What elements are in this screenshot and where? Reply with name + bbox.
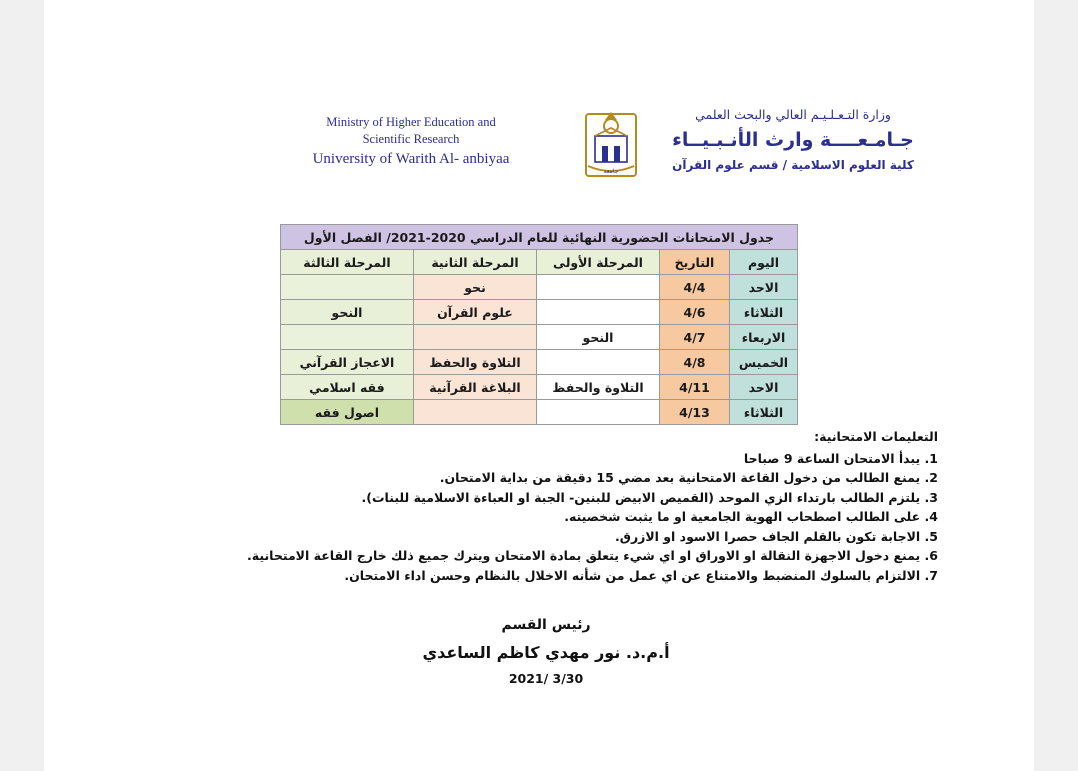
cell-date: 4/13: [660, 400, 730, 425]
column-header-date: التاريخ: [660, 250, 730, 275]
cell-day: الثلاثاء: [730, 400, 798, 425]
cell-stage2: [414, 400, 537, 425]
table-row: [280, 325, 797, 350]
header-english-line3: University of Warith Al- anbiyaa: [312, 151, 510, 167]
table-title-row: [280, 225, 797, 250]
exam-schedule-table-wrapper: [281, 224, 798, 425]
cell-date: 4/7: [660, 325, 730, 350]
cell-stage3: اصول فقه: [280, 400, 413, 425]
column-header-day: اليوم: [730, 250, 798, 275]
instruction-item-7: 7. الالتزام بالسلوك المنضبط والامتناع عن اي عمل من شأنه الاخلال بالنظام وحسن اداء الامتحان.: [344, 567, 938, 583]
signature-name: أ.م.د. نور مهدي كاظم الساعدي: [422, 643, 670, 662]
table-header-row: [280, 250, 797, 275]
cell-stage3: الاعجاز القرآني: [280, 350, 413, 375]
exam-schedule-table: [280, 224, 798, 425]
cell-stage3: النحو: [280, 300, 413, 325]
cell-stage2: التلاوة والحفظ: [414, 350, 537, 375]
table-row: [280, 375, 797, 400]
table-row: [280, 350, 797, 375]
cell-stage1: [537, 275, 660, 300]
cell-date: 4/4: [660, 275, 730, 300]
exam-instructions: [148, 427, 938, 585]
column-header-stage2: المرحلة الثانية: [414, 250, 537, 275]
document-sheet: [44, 0, 1034, 771]
signature-block: [416, 612, 676, 690]
table-row: [280, 275, 797, 300]
signature-role: رئيس القسم: [501, 617, 591, 633]
cell-stage1: [537, 400, 660, 425]
cell-stage1: [537, 300, 660, 325]
cell-day: الخميس: [730, 350, 798, 375]
cell-stage1: النحو: [537, 325, 660, 350]
instruction-item-2: 2. يمنع الطالب من دخول القاعة الامتحانية بعد مضي 15 دقيقة من بداية الامتحان.: [439, 470, 938, 485]
instructions-heading: التعليمات الامتحانية:: [814, 429, 938, 444]
signature-date: 2021/ 3/30: [508, 671, 584, 686]
header-english-line1: Ministry of Higher Education and: [326, 115, 496, 129]
header-arabic-ministry: وزارة التـعـلـيـم العالي والبحث العلمي: [695, 107, 891, 122]
cell-stage3: [280, 325, 413, 350]
instruction-item-6: 6. يمنع دخول الاجهزة النقالة او الاوراق او اي شيء يتعلق بمادة الامتحان ويترك جميع ذلك خارج القاعة الامتحانية.: [247, 548, 938, 563]
cell-stage3: فقه اسلامي: [280, 375, 413, 400]
header-english-line2: Scientific Research: [362, 132, 460, 146]
cell-stage1: [537, 350, 660, 375]
cell-stage2: علوم القرآن: [414, 300, 537, 325]
column-header-stage3: المرحلة الثالثة: [280, 250, 413, 275]
header-arabic-college: كلية العلوم الاسلامية / قسم علوم القرآن: [672, 158, 914, 172]
table-title: جدول الامتحانات الحضورية النهائية للعام الدراسي 2020-2021/ الفصل الأول: [280, 225, 797, 250]
university-seal-icon: [572, 104, 650, 184]
instruction-item-1: 1. يبدأ الامتحان الساعة 9 صباحا: [743, 450, 938, 466]
cell-stage1: التلاوة والحفظ: [537, 375, 660, 400]
header-arabic-university: جـامـعــــة وارث الأنـبـيــاء: [672, 129, 914, 151]
cell-date: 4/11: [660, 375, 730, 400]
table-row: [280, 300, 797, 325]
cell-date: 4/6: [660, 300, 730, 325]
cell-stage2: نحو: [414, 275, 537, 300]
instruction-item-4: 4. على الطالب اصطحاب الهوية الجامعية او ما يثبت شخصيته.: [564, 509, 938, 524]
cell-day: الثلاثاء: [730, 300, 798, 325]
cell-day: الاربعاء: [730, 325, 798, 350]
svg-text:جامعة: جامعة: [603, 168, 619, 175]
instruction-item-3: 3. يلتزم الطالب بارتداء الزي الموحد (القميص الابيض للبنين- الجبة او العباءة الاسلامية للبنات).: [361, 489, 938, 505]
table-row: [280, 400, 797, 425]
cell-stage3: [280, 275, 413, 300]
cell-stage2: البلاغة القرآنية: [414, 375, 537, 400]
header-english-block: [286, 114, 536, 170]
document-header: [44, 96, 1034, 191]
header-arabic-block: [648, 105, 938, 175]
instruction-item-5: 5. الاجابة تكون بالقلم الجاف حصرا الاسود او الازرق.: [615, 528, 938, 544]
cell-day: الاحد: [730, 375, 798, 400]
cell-day: الاحد: [730, 275, 798, 300]
cell-stage2: [414, 325, 537, 350]
column-header-stage1: المرحلة الأولى: [537, 250, 660, 275]
cell-date: 4/8: [660, 350, 730, 375]
